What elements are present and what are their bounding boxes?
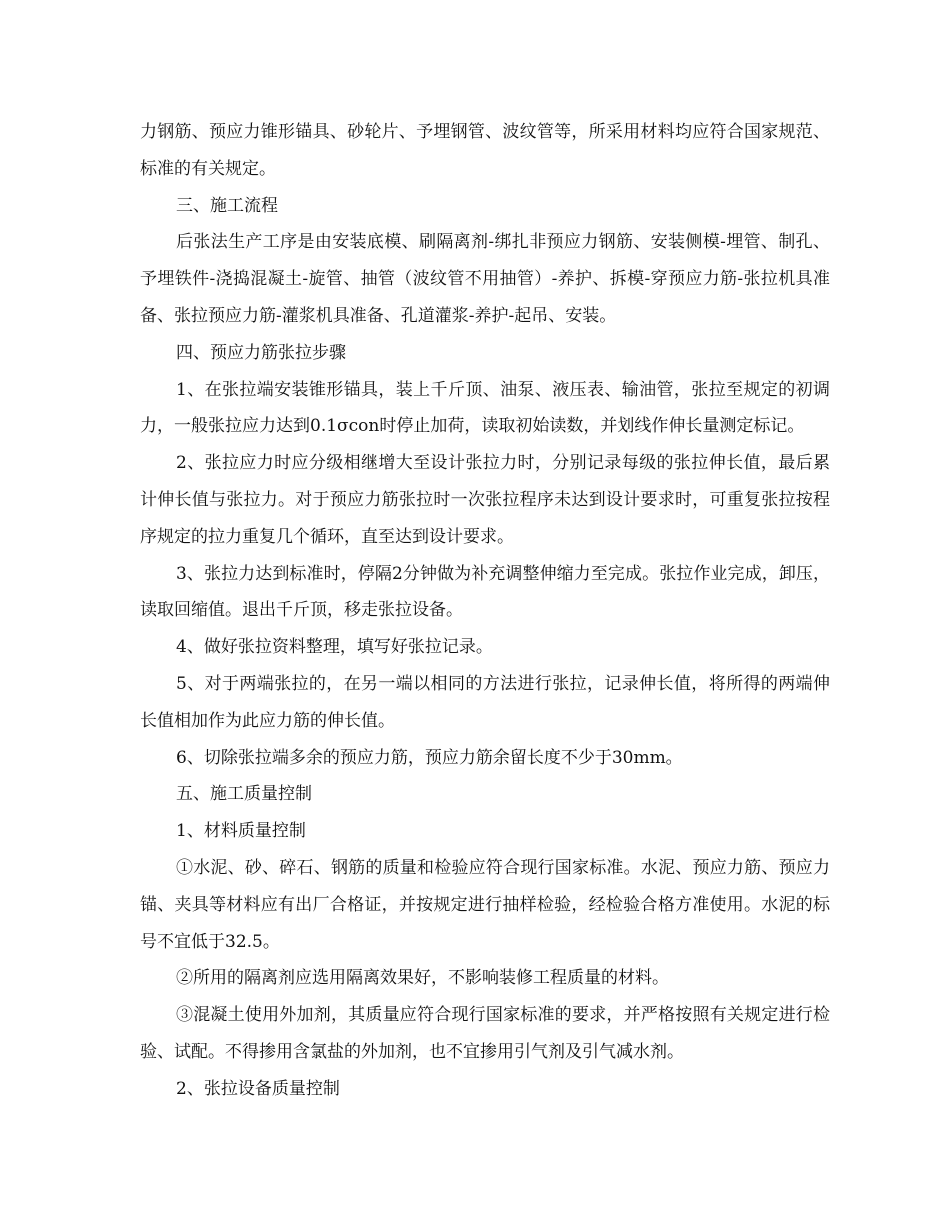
paragraph-step-6: 6、切除张拉端多余的预应力筋，预应力筋余留长度不少于30mm。 <box>176 747 683 768</box>
subheading-material-quality: 1、材料质量控制 <box>176 821 306 842</box>
paragraph-post-tensioning-sequence: 后张法生产工序是由安装底模、刷隔离剂-绑扎非预应力钢筋、安装侧模-埋管、制孔、予埋铁件-浇捣混凝土-旋管、抽管（波纹管不用抽管）-养护、拆模-穿预应力筋-张拉机具准备、张拉预应力筋-灌浆机具准备、孔道灌浆-养护-起吊、安装。 <box>140 232 830 326</box>
paragraph-step-2: 2、张拉应力时应分级相继增大至设计张拉力时，分别记录每级的张拉伸长值，最后累计伸长值与张拉力。对于预应力筋张拉时一次张拉程序未达到设计要求时，可重复张拉按程序规定的拉力重复几个循环，直至达到设计要求。 <box>140 453 830 547</box>
paragraph-quality-item-1: ①水泥、砂、碎石、钢筋的质量和检验应符合现行国家标准。水泥、预应力筋、预应力锚、夹具等材料应有出厂合格证，并按规定进行抽样检验，经检验合格方准使用。水泥的标号不宜低于32.5。 <box>140 857 830 952</box>
paragraph-quality-item-3: ③混凝土使用外加剂，其质量应符合现行国家标准的要求，并严格按照有关规定进行检验、试配。不得掺用含氯盐的外加剂，也不宜掺用引气剂及引气减水剂。 <box>140 1005 830 1062</box>
paragraph-step-5: 5、对于两端张拉的，在另一端以相同的方法进行张拉，记录伸长值，将所得的两端伸长值相加作为此应力筋的伸长值。 <box>140 673 830 731</box>
heading-tensioning-steps: 四、预应力筋张拉步骤 <box>176 342 346 363</box>
paragraph-step-4: 4、做好张拉资料整理，填写好张拉记录。 <box>176 637 493 658</box>
paragraph-materials-continued: 力钢筋、预应力锥形锚具、砂轮片、予埋钢管、波纹管等，所采用材料均应符合国家规范、标准的有关规定。 <box>140 122 830 179</box>
paragraph-quality-item-2: ②所用的隔离剂应选用隔离效果好，不影响装修工程质量的材料。 <box>176 968 669 989</box>
subheading-equipment-quality: 2、张拉设备质量控制 <box>176 1078 340 1099</box>
heading-construction-process: 三、施工流程 <box>176 195 278 216</box>
heading-quality-control: 五、施工质量控制 <box>176 784 312 805</box>
document-body <box>140 114 830 1108</box>
paragraph-step-1: 1、在张拉端安装锥形锚具，装上千斤顶、油泵、液压表、输油管，张拉至规定的初调力，一般张拉应力达到0.1σcon时停止加荷，读取初始读数，并划线作伸长量测定标记。 <box>140 379 830 437</box>
paragraph-step-3: 3、张拉力达到标准时，停隔2分钟做为补充调整伸缩力至完成。张拉作业完成，卸压，读取回缩值。退出千斤顶，移走张拉设备。 <box>140 563 830 621</box>
